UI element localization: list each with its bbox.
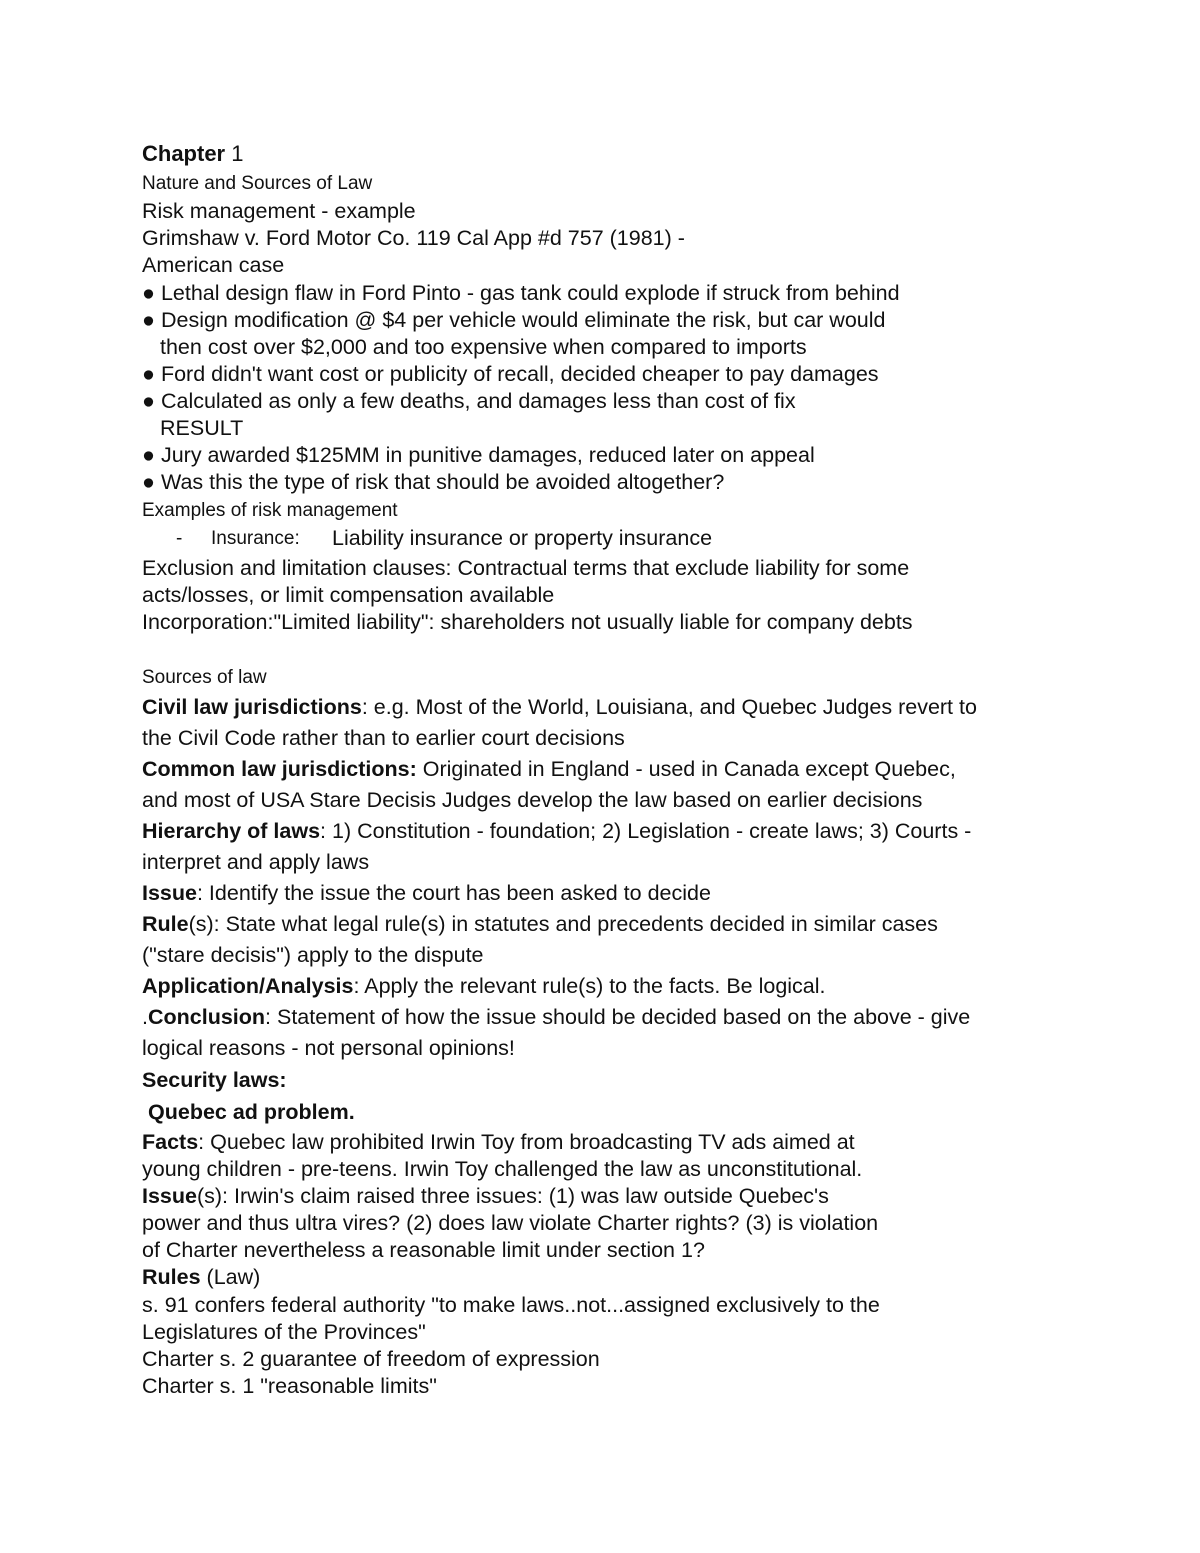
chapter-label: Chapter bbox=[142, 141, 226, 166]
examples-heading: Examples of risk management bbox=[142, 500, 398, 521]
bullet-item: ● Lethal design flaw in Ford Pinto - gas tank could explode if struck from behind bbox=[142, 281, 900, 305]
conclusion-cont: logical reasons - not personal opinions! bbox=[142, 1036, 515, 1060]
dash-marker: - bbox=[176, 528, 183, 549]
definition: : Statement of how the issue should be decided based on the above - give bbox=[265, 1005, 971, 1029]
conclusion-line bbox=[142, 1004, 970, 1031]
issues-cont: of Charter nevertheless a reasonable limit under section 1? bbox=[142, 1238, 705, 1262]
risk-heading: Risk management - example bbox=[142, 199, 416, 223]
incorporation-line: Incorporation:"Limited liability": shareholders not usually liable for company debts bbox=[142, 610, 913, 634]
term: Issue bbox=[142, 1184, 197, 1208]
chapter-number: 1 bbox=[225, 141, 244, 166]
term: Application/Analysis bbox=[142, 974, 354, 998]
definition: : 1) Constitution - foundation; 2) Legislation - create laws; 3) Courts - bbox=[320, 819, 972, 843]
term: Issue bbox=[142, 881, 197, 905]
security-heading bbox=[142, 1067, 287, 1094]
term: Civil law jurisdictions bbox=[142, 695, 362, 719]
application-line bbox=[142, 973, 826, 1000]
common-law-line bbox=[142, 756, 956, 783]
civil-law-line bbox=[142, 694, 977, 721]
facts-line bbox=[142, 1129, 855, 1156]
chapter-subtitle: Nature and Sources of Law bbox=[142, 173, 373, 194]
civil-law-cont: the Civil Code rather than to earlier court decisions bbox=[142, 726, 625, 750]
definition: (Law) bbox=[200, 1265, 261, 1289]
case-origin: American case bbox=[142, 253, 285, 277]
issues-cont: power and thus ultra vires? (2) does law violate Charter rights? (3) is violation bbox=[142, 1211, 879, 1235]
rule-line bbox=[142, 911, 938, 938]
s91-line: s. 91 confers federal authority "to make laws..not...assigned exclusively to the bbox=[142, 1293, 880, 1317]
s91-cont: Legislatures of the Provinces" bbox=[142, 1320, 426, 1344]
definition: (s): Irwin's claim raised three issues: (1) was law outside Quebec's bbox=[196, 1184, 829, 1208]
bullet-item: ● Was this the type of risk that should be avoided altogether? bbox=[142, 470, 725, 494]
facts-cont: young children - pre-teens. Irwin Toy challenged the law as unconstitutional. bbox=[142, 1157, 863, 1181]
rules-line bbox=[142, 1264, 260, 1291]
quebec-heading bbox=[148, 1099, 355, 1126]
term: Rule bbox=[142, 912, 189, 936]
exclusion-line: acts/losses, or limit compensation available bbox=[142, 583, 555, 607]
prefix: . bbox=[142, 1005, 148, 1029]
rule-cont: ("stare decisis") apply to the dispute bbox=[142, 943, 484, 967]
bullet-item: ● Jury awarded $125MM in punitive damages, reduced later on appeal bbox=[142, 443, 815, 467]
common-law-cont: and most of USA Stare Decisis Judges develop the law based on earlier decisions bbox=[142, 788, 923, 812]
issues-line bbox=[142, 1183, 829, 1210]
term: Facts bbox=[142, 1130, 199, 1154]
issue-line bbox=[142, 880, 711, 907]
bullet-item: ● Calculated as only a few deaths, and damages less than cost of fix bbox=[142, 389, 796, 413]
bullet-item: ● Design modification @ $4 per vehicle would eliminate the risk, but car would bbox=[142, 308, 886, 332]
definition: : Apply the relevant rule(s) to the facts. Be logical. bbox=[353, 974, 826, 998]
definition: Originated in England - used in Canada except Quebec, bbox=[416, 757, 956, 781]
exclusion-line: Exclusion and limitation clauses: Contractual terms that exclude liability for some bbox=[142, 556, 910, 580]
hierarchy-cont: interpret and apply laws bbox=[142, 850, 370, 874]
chapter-heading bbox=[142, 140, 243, 167]
heading-text: Security laws: bbox=[142, 1068, 287, 1092]
bullet-continuation: then cost over $2,000 and too expensive when compared to imports bbox=[160, 335, 807, 359]
charter-s2-line: Charter s. 2 guarantee of freedom of expression bbox=[142, 1347, 600, 1371]
case-citation: Grimshaw v. Ford Motor Co. 119 Cal App #d 757 (1981) - bbox=[142, 226, 685, 250]
sources-heading: Sources of law bbox=[142, 667, 267, 688]
definition: (s): State what legal rule(s) in statutes and precedents decided in similar cases bbox=[188, 912, 938, 936]
definition: : Quebec law prohibited Irwin Toy from broadcasting TV ads aimed at bbox=[198, 1130, 855, 1154]
hierarchy-line bbox=[142, 818, 971, 845]
insurance-text: Liability insurance or property insurance bbox=[332, 526, 713, 550]
heading-text: Quebec ad problem. bbox=[148, 1100, 355, 1124]
term: Common law jurisdictions: bbox=[142, 757, 417, 781]
definition: : Identify the issue the court has been asked to decide bbox=[196, 881, 711, 905]
term: Hierarchy of laws bbox=[142, 819, 321, 843]
result-label: RESULT bbox=[160, 416, 244, 440]
definition: : e.g. Most of the World, Louisiana, and Quebec Judges revert to bbox=[361, 695, 977, 719]
term: Rules bbox=[142, 1265, 201, 1289]
bullet-item: ● Ford didn't want cost or publicity of recall, decided cheaper to pay damages bbox=[142, 362, 879, 386]
charter-s1-line: Charter s. 1 "reasonable limits" bbox=[142, 1374, 437, 1398]
term: Conclusion bbox=[147, 1005, 266, 1029]
insurance-label: Insurance: bbox=[211, 528, 300, 549]
